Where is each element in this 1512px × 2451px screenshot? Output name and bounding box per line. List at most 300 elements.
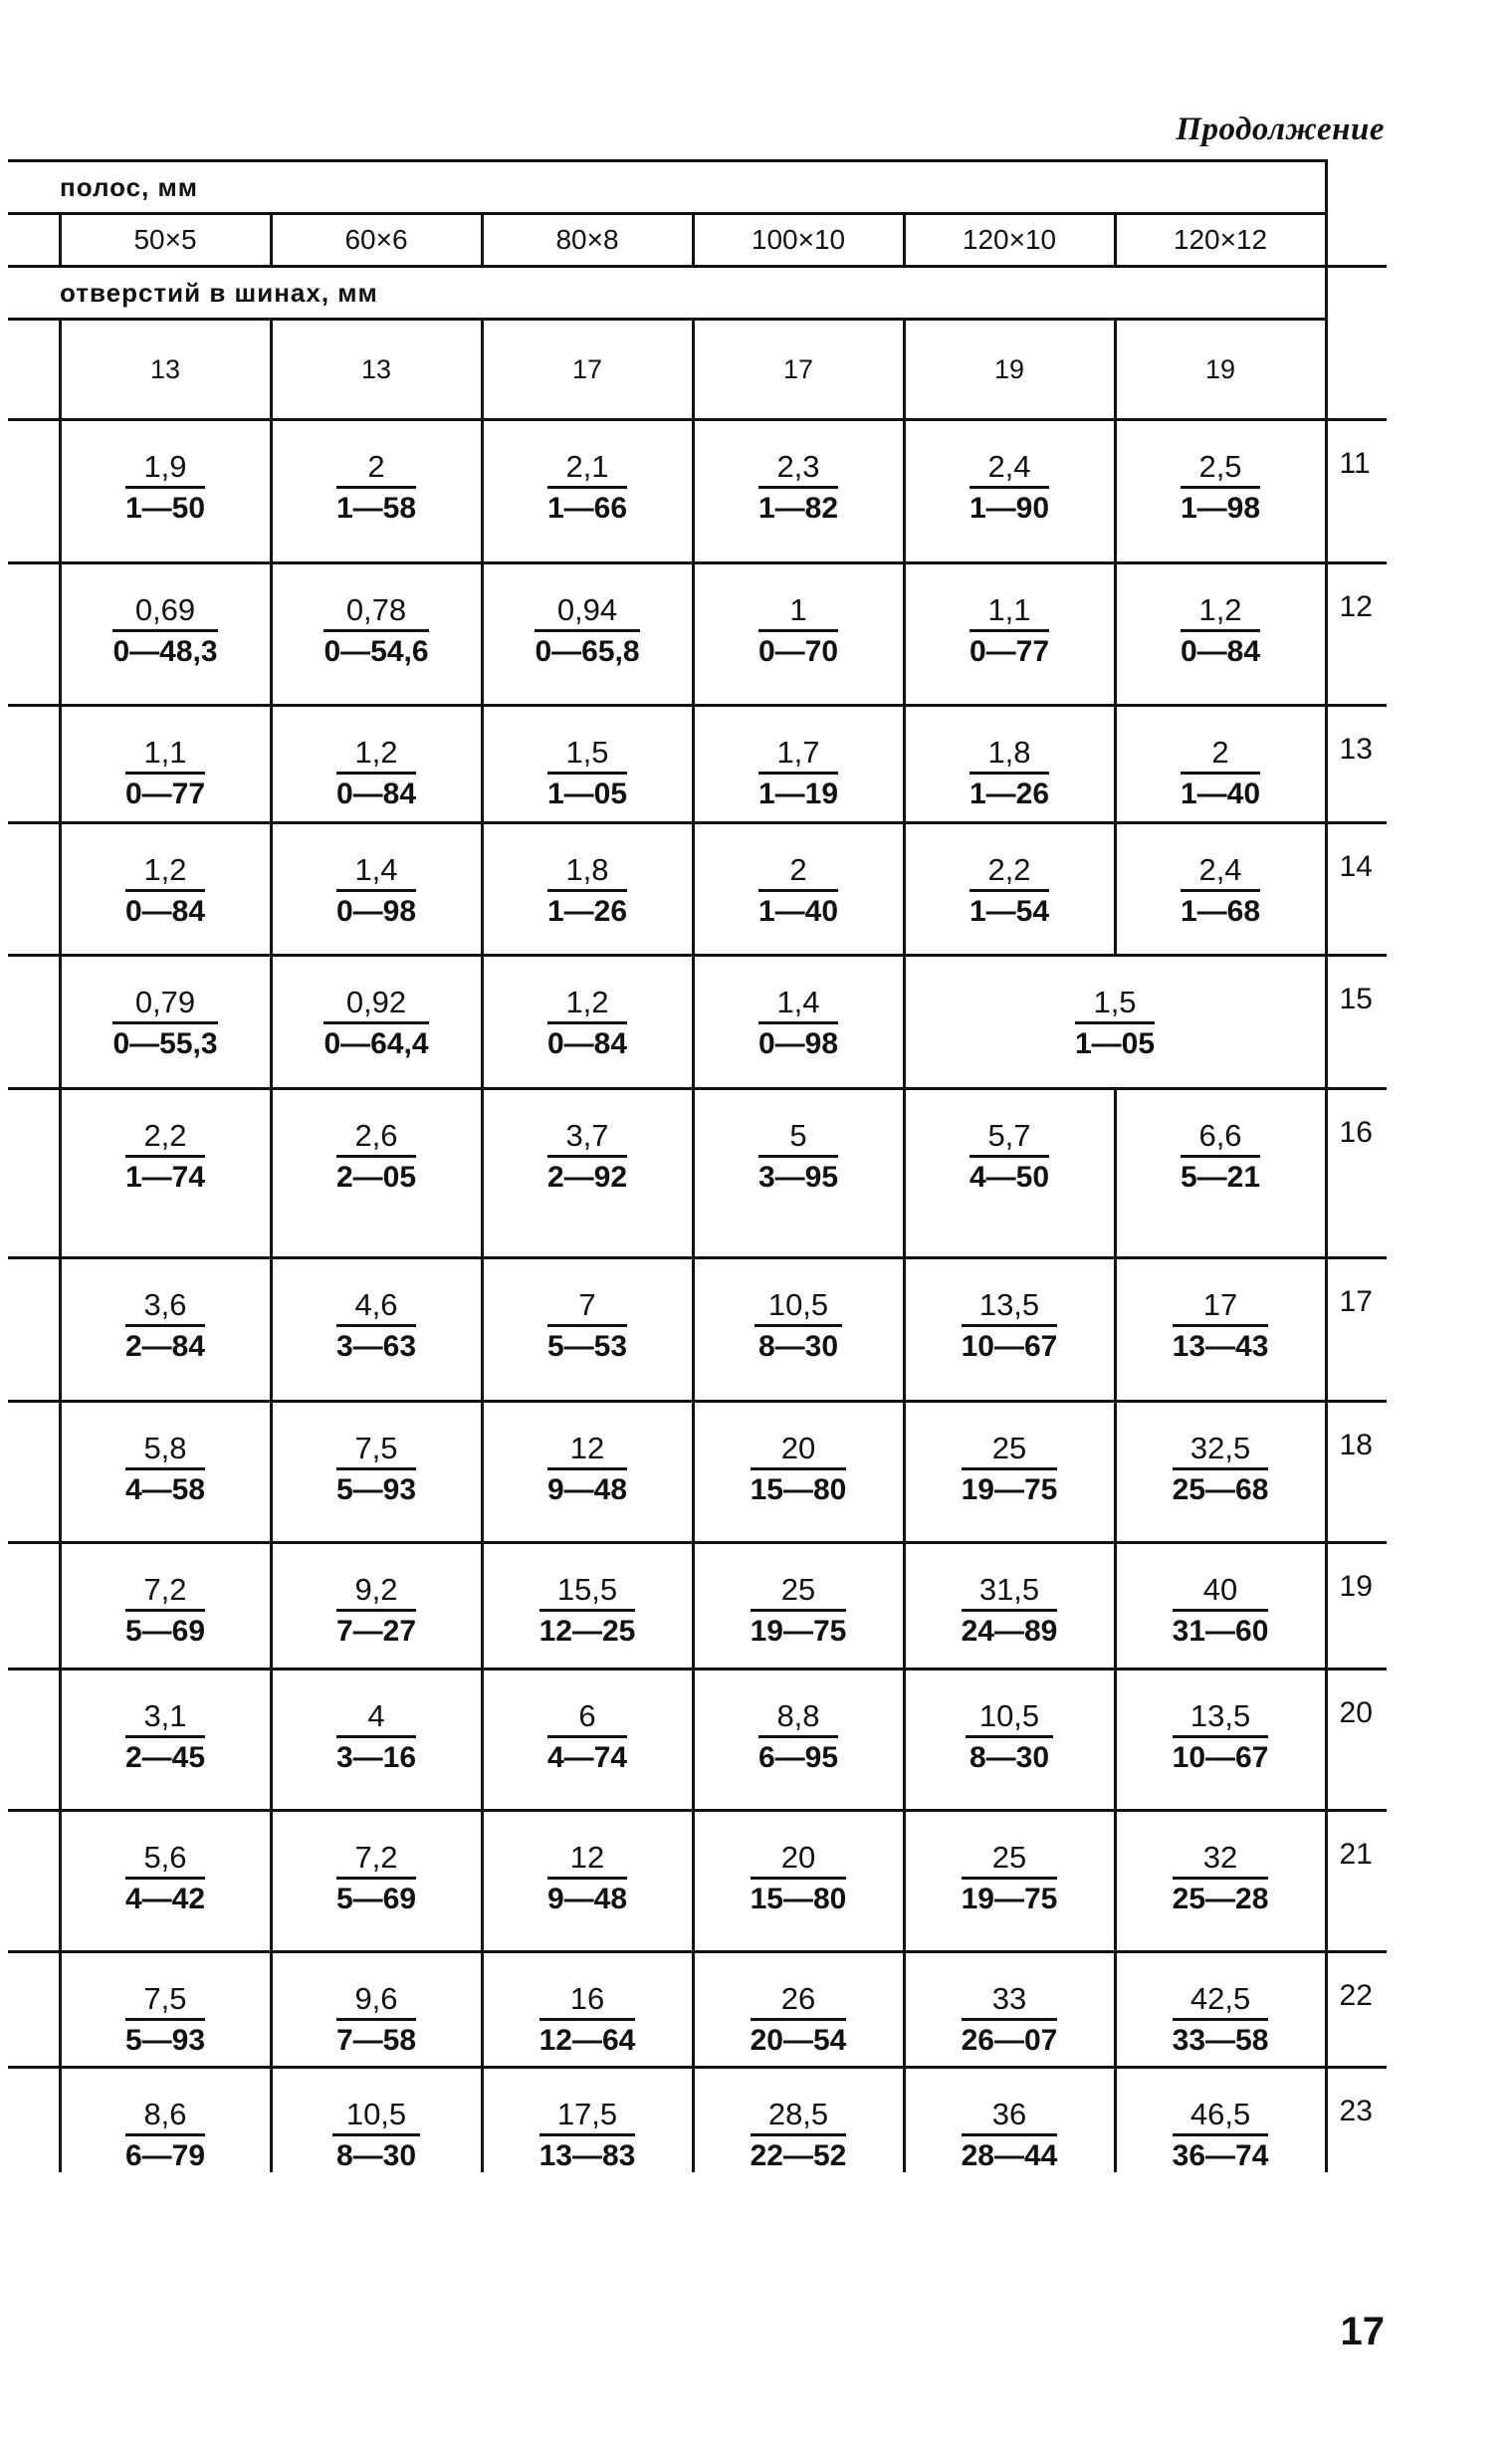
fraction-numerator: 7,5 — [336, 1433, 416, 1470]
fraction-denominator: 3—95 — [757, 1160, 839, 1194]
fraction — [336, 1574, 416, 1647]
fraction-numerator: 36 — [962, 2099, 1058, 2136]
fraction-numerator: 25 — [962, 1842, 1058, 1880]
value-cell — [904, 1258, 1115, 1402]
value-cell — [1115, 563, 1326, 706]
fraction-denominator: 3—16 — [335, 1740, 417, 1774]
fraction — [1173, 1289, 1269, 1362]
value-cell — [1115, 1543, 1326, 1670]
fraction-numerator: 2,6 — [336, 1120, 416, 1158]
fraction — [336, 1289, 416, 1362]
fraction-numerator: 20 — [751, 1842, 847, 1880]
fraction — [758, 594, 838, 667]
strip-sizes-row — [8, 214, 1387, 267]
fraction-denominator: 4—58 — [124, 1472, 206, 1506]
fraction-denominator: 4—42 — [124, 1882, 206, 1915]
fraction — [1173, 1700, 1269, 1773]
fraction-denominator: 0—77 — [124, 777, 206, 810]
value-cell — [482, 706, 693, 823]
fraction-denominator: 2—84 — [124, 1329, 206, 1363]
fraction-denominator: 1—50 — [124, 491, 206, 525]
value-cell — [693, 2068, 904, 2172]
fraction — [540, 1983, 636, 2056]
value-cell — [693, 1089, 904, 1258]
value-cell — [271, 823, 482, 956]
fraction-denominator: 1—05 — [546, 777, 628, 810]
fraction — [540, 2099, 636, 2171]
fraction-numerator: 5,8 — [125, 1433, 205, 1470]
fraction — [970, 594, 1049, 667]
fraction-numerator: 1,5 — [547, 737, 627, 775]
table-row — [8, 706, 1387, 823]
fraction-numerator: 0,79 — [112, 987, 217, 1024]
section-strips-label: полос, мм — [8, 161, 1326, 214]
fraction-numerator: 2,1 — [547, 451, 627, 489]
value-cell — [482, 1670, 693, 1811]
fraction-denominator: 24—89 — [961, 1614, 1058, 1648]
fraction-denominator: 13—83 — [539, 2138, 636, 2172]
fraction — [1181, 1120, 1260, 1193]
fraction-numerator: 10,5 — [755, 1289, 842, 1327]
fraction-numerator: 2 — [758, 854, 838, 892]
fraction-numerator: 12 — [547, 1433, 627, 1470]
fraction-denominator: 33—58 — [1172, 2023, 1269, 2057]
value-cell — [693, 823, 904, 956]
fraction-denominator: 31—60 — [1172, 1614, 1269, 1648]
fraction-denominator: 25—68 — [1172, 1472, 1269, 1506]
fraction-numerator: 2 — [1181, 737, 1260, 775]
fraction-numerator: 5,6 — [125, 1842, 205, 1880]
hole-diameter-cell: 13 — [60, 320, 271, 420]
value-cell — [904, 2068, 1115, 2172]
table-row — [8, 1089, 1387, 1258]
fraction — [758, 737, 838, 809]
fraction-denominator: 13—43 — [1172, 1329, 1269, 1363]
value-cell — [904, 706, 1115, 823]
value-cell — [482, 1402, 693, 1543]
fraction-numerator: 3,7 — [547, 1120, 627, 1158]
fraction — [962, 2099, 1058, 2171]
fraction-denominator: 0—48,3 — [112, 634, 218, 668]
fraction-denominator: 10—67 — [1172, 1740, 1269, 1774]
fraction — [751, 1842, 847, 1914]
fraction — [1181, 594, 1260, 667]
fraction-numerator: 1,1 — [125, 737, 205, 775]
value-cell — [271, 956, 482, 1089]
strip-size-cell: 60×6 — [271, 214, 482, 267]
value-cell — [482, 823, 693, 956]
row-number: 15 — [1326, 956, 1387, 1089]
table-row — [8, 1811, 1387, 1952]
fraction-numerator: 1,4 — [758, 987, 838, 1024]
fraction-numerator: 1,8 — [547, 854, 627, 892]
fraction — [758, 451, 838, 524]
value-cell — [271, 1543, 482, 1670]
strip-size-cell: 120×10 — [904, 214, 1115, 267]
fraction — [125, 737, 205, 809]
fraction-numerator: 32 — [1173, 1842, 1269, 1880]
fraction — [962, 1433, 1058, 1505]
fraction-numerator: 2,4 — [1181, 854, 1260, 892]
fraction-numerator: 28,5 — [751, 2099, 847, 2136]
value-cell — [693, 1952, 904, 2068]
fraction-denominator: 4—74 — [546, 1740, 628, 1774]
fraction-numerator: 1,2 — [547, 987, 627, 1024]
fraction — [125, 1574, 205, 1647]
value-cell — [1115, 706, 1326, 823]
row-number: 17 — [1326, 1258, 1387, 1402]
value-cell — [271, 1811, 482, 1952]
fraction-denominator: 0—54,6 — [324, 634, 429, 668]
fraction-numerator: 2 — [336, 451, 416, 489]
value-cell — [60, 420, 271, 563]
fraction-denominator: 0—84 — [1180, 634, 1261, 668]
fraction — [336, 737, 416, 809]
fraction — [751, 1983, 847, 2056]
fraction — [336, 1120, 416, 1193]
continuation-label: Продолжение — [1176, 111, 1385, 147]
fraction-denominator: 1—58 — [335, 491, 417, 525]
fraction — [125, 1983, 205, 2056]
fraction-denominator: 1—40 — [757, 894, 839, 928]
fraction — [970, 737, 1049, 809]
fraction-denominator: 1—40 — [1180, 777, 1261, 810]
fraction-numerator: 17,5 — [540, 2099, 636, 2136]
hole-diameter-cell: 17 — [482, 320, 693, 420]
fraction-denominator: 1—68 — [1180, 894, 1261, 928]
fraction-denominator: 19—75 — [961, 1472, 1058, 1506]
fraction-numerator: 42,5 — [1173, 1983, 1269, 2021]
value-cell — [693, 956, 904, 1089]
value-cell — [60, 2068, 271, 2172]
fraction — [751, 1574, 847, 1647]
value-cell — [60, 1811, 271, 1952]
fraction-denominator: 5—21 — [1180, 1160, 1261, 1194]
fraction — [1075, 987, 1155, 1059]
fraction-numerator: 7,5 — [125, 1983, 205, 2021]
value-cell — [904, 563, 1115, 706]
fraction-denominator: 22—52 — [750, 2138, 847, 2172]
fraction — [336, 451, 416, 524]
fraction-numerator: 1,8 — [970, 737, 1049, 775]
fraction — [125, 2099, 205, 2171]
row-number: 11 — [1326, 420, 1387, 563]
hole-diameter-cell: 17 — [693, 320, 904, 420]
fraction — [125, 1433, 205, 1505]
fraction-numerator: 1,7 — [758, 737, 838, 775]
fraction-numerator: 7 — [547, 1289, 627, 1327]
fraction-denominator: 1—90 — [969, 491, 1050, 525]
hole-diameters-row — [8, 320, 1387, 420]
value-cell — [1115, 1811, 1326, 1952]
strip-size-cell: 100×10 — [693, 214, 904, 267]
fraction-numerator: 4 — [336, 1700, 416, 1738]
fraction-denominator: 5—69 — [335, 1882, 417, 1915]
fraction — [1181, 451, 1260, 524]
hole-diameter-cell: 19 — [1115, 320, 1326, 420]
value-cell — [482, 420, 693, 563]
fraction-denominator: 15—80 — [750, 1472, 847, 1506]
row-number: 14 — [1326, 823, 1387, 956]
value-cell — [271, 1402, 482, 1543]
fraction-denominator: 9—48 — [546, 1472, 628, 1506]
fraction-numerator: 20 — [751, 1433, 847, 1470]
value-cell — [60, 1543, 271, 1670]
fraction — [970, 451, 1049, 524]
value-cell — [271, 420, 482, 563]
fraction — [1173, 1842, 1269, 1914]
table-row — [8, 1952, 1387, 2068]
fraction-denominator: 1—98 — [1180, 491, 1261, 525]
fraction-denominator: 6—95 — [757, 1740, 839, 1774]
fraction-denominator: 0—70 — [757, 634, 839, 668]
fraction-denominator: 12—64 — [539, 2023, 636, 2057]
row-number: 12 — [1326, 563, 1387, 706]
fraction-numerator: 46,5 — [1173, 2099, 1269, 2136]
fraction-denominator: 26—07 — [961, 2023, 1058, 2057]
fraction-numerator: 0,94 — [535, 594, 639, 632]
data-table — [8, 159, 1387, 2172]
page-number: 17 — [1340, 2310, 1385, 2353]
value-cell — [904, 420, 1115, 563]
fraction — [125, 1120, 205, 1193]
fraction-numerator: 1,2 — [1181, 594, 1260, 632]
strip-size-cell: 50×5 — [60, 214, 271, 267]
fraction-denominator: 0—98 — [757, 1026, 839, 1060]
fraction-numerator: 1,2 — [125, 854, 205, 892]
table-row — [8, 2068, 1387, 2172]
table-row — [8, 1670, 1387, 1811]
value-cell — [271, 1089, 482, 1258]
fraction-numerator: 7,2 — [125, 1574, 205, 1612]
fraction-denominator: 6—79 — [124, 2138, 206, 2172]
fraction — [758, 1120, 838, 1193]
fraction-numerator: 31,5 — [962, 1574, 1058, 1612]
value-cell — [1115, 1670, 1326, 1811]
fraction — [324, 594, 428, 667]
fraction-numerator: 2,4 — [970, 451, 1049, 489]
fraction — [970, 1120, 1049, 1193]
fraction-numerator: 16 — [540, 1983, 636, 2021]
value-cell — [693, 563, 904, 706]
value-cell — [904, 1089, 1115, 1258]
fraction — [125, 451, 205, 524]
value-cell — [693, 1258, 904, 1402]
row-number: 16 — [1326, 1089, 1387, 1258]
value-cell — [482, 956, 693, 1089]
fraction-numerator: 5 — [758, 1120, 838, 1158]
fraction-denominator: 0—84 — [335, 777, 417, 810]
fraction — [547, 1842, 627, 1914]
value-cell — [60, 823, 271, 956]
value-cell — [271, 706, 482, 823]
table-row — [8, 563, 1387, 706]
fraction-numerator: 0,92 — [324, 987, 428, 1024]
fraction — [112, 594, 217, 667]
section-strips-row — [8, 161, 1387, 214]
fraction-denominator: 1—66 — [546, 491, 628, 525]
section-holes-row — [8, 267, 1387, 320]
fraction-denominator: 8—30 — [335, 2138, 417, 2172]
fraction-numerator: 1,4 — [336, 854, 416, 892]
fraction-numerator: 6,6 — [1181, 1120, 1260, 1158]
table-row — [8, 956, 1387, 1089]
fraction-numerator: 2,2 — [125, 1120, 205, 1158]
fraction — [332, 2099, 420, 2171]
value-cell — [60, 956, 271, 1089]
value-cell — [693, 1543, 904, 1670]
hole-diameter-cell: 19 — [904, 320, 1115, 420]
table-row — [8, 823, 1387, 956]
fraction-numerator: 0,69 — [112, 594, 217, 632]
fraction — [758, 854, 838, 927]
fraction-denominator: 5—53 — [546, 1329, 628, 1363]
value-cell — [60, 1258, 271, 1402]
fraction-numerator: 25 — [751, 1574, 847, 1612]
fraction — [966, 1700, 1053, 1773]
fraction — [540, 1574, 636, 1647]
fraction-numerator: 12 — [547, 1842, 627, 1880]
value-cell — [904, 1543, 1115, 1670]
row-number: 22 — [1326, 1952, 1387, 2068]
fraction-numerator: 1,2 — [336, 737, 416, 775]
value-cell — [1115, 1089, 1326, 1258]
fraction-numerator: 10,5 — [332, 2099, 420, 2136]
fraction — [336, 1700, 416, 1773]
fraction-numerator: 4,6 — [336, 1289, 416, 1327]
fraction — [547, 1120, 627, 1193]
value-cell — [482, 1952, 693, 2068]
value-cell — [271, 1670, 482, 1811]
fraction — [547, 1433, 627, 1505]
fraction — [751, 1433, 847, 1505]
fraction — [962, 1983, 1058, 2056]
fraction — [1173, 2099, 1269, 2171]
value-cell — [60, 1089, 271, 1258]
fraction-denominator: 19—75 — [750, 1614, 847, 1648]
value-cell — [1115, 1952, 1326, 2068]
value-cell — [482, 1089, 693, 1258]
fraction-denominator: 0—84 — [124, 894, 206, 928]
fraction — [962, 1574, 1058, 1647]
fraction — [547, 737, 627, 809]
value-cell — [904, 1811, 1115, 1952]
fraction-numerator: 10,5 — [966, 1700, 1053, 1738]
value-cell — [904, 823, 1115, 956]
value-cell — [482, 1543, 693, 1670]
value-cell — [271, 2068, 482, 2172]
fraction-numerator: 32,5 — [1173, 1433, 1269, 1470]
fraction-numerator: 13,5 — [1173, 1700, 1269, 1738]
fraction-denominator: 10—67 — [961, 1329, 1058, 1363]
row-number: 13 — [1326, 706, 1387, 823]
fraction-denominator: 1—05 — [1074, 1026, 1156, 1060]
fraction — [112, 987, 217, 1059]
table-row — [8, 1402, 1387, 1543]
fraction — [755, 1289, 842, 1362]
fraction — [758, 987, 838, 1059]
fraction — [1173, 1574, 1269, 1647]
fraction-denominator: 0—84 — [546, 1026, 628, 1060]
fraction-numerator: 26 — [751, 1983, 847, 2021]
row-number: 19 — [1326, 1543, 1387, 1670]
value-cell — [271, 1258, 482, 1402]
fraction-denominator: 8—30 — [757, 1329, 839, 1363]
value-cell — [1115, 1402, 1326, 1543]
value-cell — [482, 1258, 693, 1402]
fraction-numerator: 40 — [1173, 1574, 1269, 1612]
fraction-denominator: 5—69 — [124, 1614, 206, 1648]
fraction — [324, 987, 428, 1059]
fraction-denominator: 5—93 — [124, 2023, 206, 2057]
fraction — [535, 594, 639, 667]
fraction-denominator: 1—19 — [757, 777, 839, 810]
fraction-denominator: 15—80 — [750, 1882, 847, 1915]
value-cell — [904, 1670, 1115, 1811]
fraction — [962, 1289, 1058, 1362]
fraction-numerator: 5,7 — [970, 1120, 1049, 1158]
fraction-numerator: 1,9 — [125, 451, 205, 489]
fraction-denominator: 0—65,8 — [535, 634, 640, 668]
value-cell — [693, 1811, 904, 1952]
fraction-denominator: 20—54 — [750, 2023, 847, 2057]
fraction-numerator: 9,2 — [336, 1574, 416, 1612]
fraction — [336, 1433, 416, 1505]
fraction — [125, 1842, 205, 1914]
fraction-denominator: 7—27 — [335, 1614, 417, 1648]
value-cell — [60, 1952, 271, 2068]
fraction-numerator: 3,6 — [125, 1289, 205, 1327]
row-number: 18 — [1326, 1402, 1387, 1543]
fraction-numerator: 8,8 — [758, 1700, 838, 1738]
value-cell — [904, 1952, 1115, 2068]
fraction — [751, 2099, 847, 2171]
fraction-numerator: 1,5 — [1075, 987, 1155, 1024]
fraction — [970, 854, 1049, 927]
fraction — [758, 1700, 838, 1773]
value-cell — [1115, 2068, 1326, 2172]
fraction-denominator: 36—74 — [1172, 2138, 1269, 2172]
fraction-denominator: 7—58 — [335, 2023, 417, 2057]
fraction-denominator: 0—98 — [335, 894, 417, 928]
value-cell — [693, 1670, 904, 1811]
fraction-denominator: 0—64,4 — [324, 1026, 429, 1060]
fraction-denominator: 0—55,3 — [112, 1026, 218, 1060]
fraction-denominator: 1—26 — [969, 777, 1050, 810]
fraction — [547, 1289, 627, 1362]
fraction-numerator: 9,6 — [336, 1983, 416, 2021]
merged-value-cell — [904, 956, 1326, 1089]
value-cell — [693, 1402, 904, 1543]
fraction — [336, 1983, 416, 2056]
fraction — [1173, 1983, 1269, 2056]
fraction — [125, 854, 205, 927]
value-cell — [482, 1811, 693, 1952]
fraction-numerator: 1,1 — [970, 594, 1049, 632]
fraction-denominator: 1—26 — [546, 894, 628, 928]
fraction-denominator: 2—45 — [124, 1740, 206, 1774]
fraction-denominator: 1—74 — [124, 1160, 206, 1194]
row-number: 23 — [1326, 2068, 1387, 2172]
value-cell — [1115, 823, 1326, 956]
fraction-numerator: 33 — [962, 1983, 1058, 2021]
fraction-numerator: 2,3 — [758, 451, 838, 489]
fraction-numerator: 7,2 — [336, 1842, 416, 1880]
value-cell — [60, 1402, 271, 1543]
fraction-denominator: 9—48 — [546, 1882, 628, 1915]
fraction — [1181, 854, 1260, 927]
value-cell — [271, 1952, 482, 2068]
